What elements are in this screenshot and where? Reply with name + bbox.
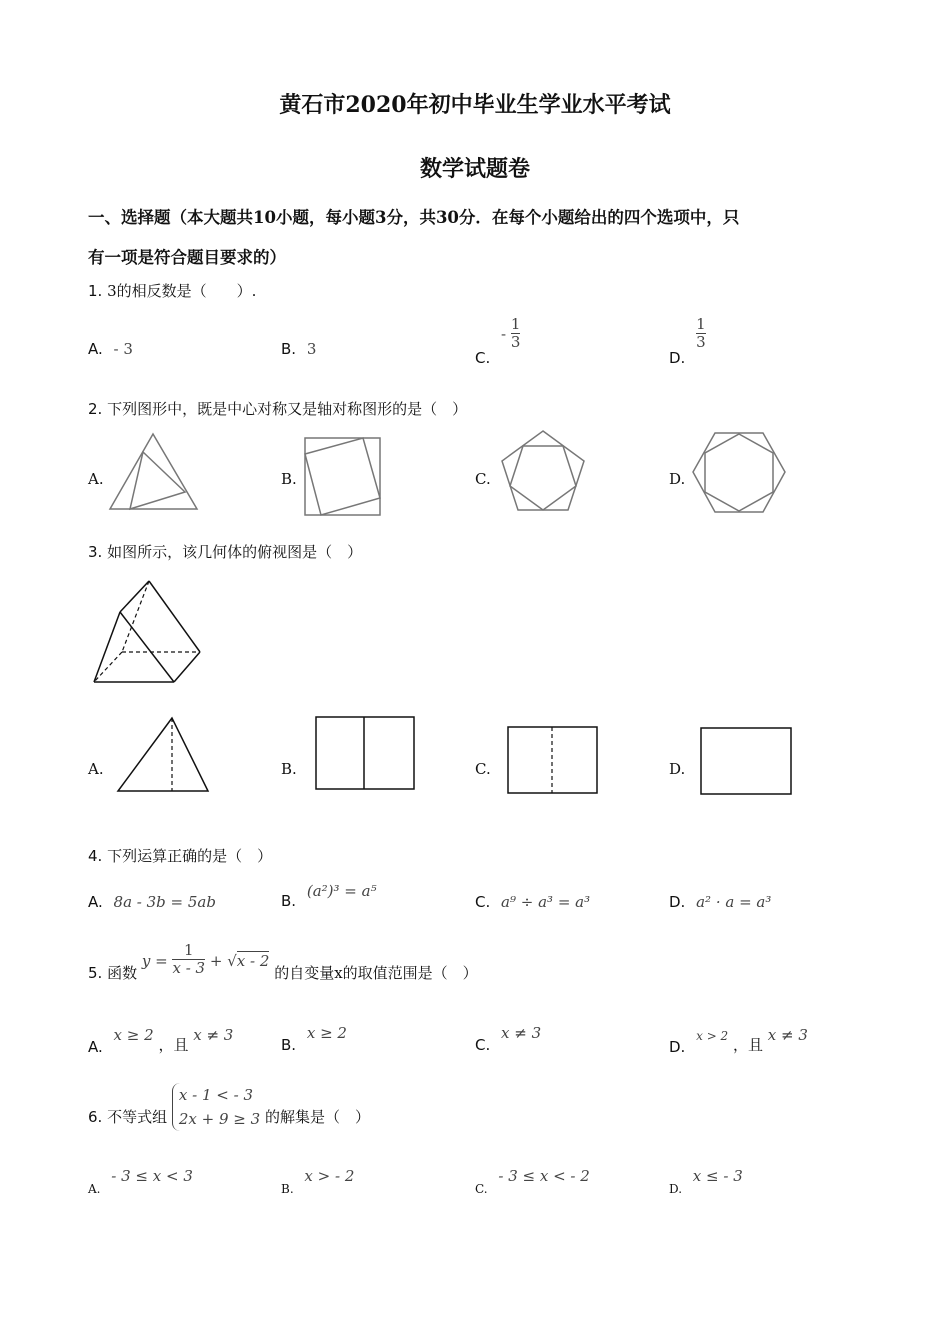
option-sign: - [501, 325, 507, 343]
option-value: - 3 [113, 340, 133, 358]
option-value: x ≠ 3 [501, 1024, 542, 1042]
option-label: A. [88, 893, 103, 911]
q2-option-a-figure[interactable] [108, 432, 200, 512]
fraction [696, 316, 706, 350]
option-value: a⁹ ÷ a³ = a³ [501, 893, 591, 911]
q4-option-a[interactable] [88, 893, 216, 911]
question-text: 下列图形中，既是中心对称又是轴对称图形的是（ ） [107, 400, 468, 418]
q3-option-b-figure[interactable] [315, 716, 417, 792]
question-text-post: 的自变量x的取值范围是（ ） [274, 964, 478, 982]
option-label: B. [281, 1036, 297, 1054]
q2-option-d-label[interactable]: D. [669, 470, 686, 488]
option-value: - 3 ≤ x < 3 [111, 1167, 193, 1185]
option-label: B. [281, 1182, 294, 1196]
q1-option-d[interactable] [669, 315, 706, 367]
q6-option-d[interactable] [669, 1167, 743, 1196]
option-value-part3: x ≠ 3 [193, 1026, 234, 1044]
q2-option-c-label[interactable]: C. [475, 470, 491, 488]
inequality-system [172, 1083, 260, 1131]
q5-option-c[interactable] [475, 1024, 542, 1054]
option-label: C. [475, 349, 491, 367]
q4-option-d[interactable] [669, 893, 771, 911]
option-label: D. [669, 1182, 683, 1196]
numerator: 1 [184, 941, 194, 959]
solid-figure [92, 578, 204, 686]
option-label: D. [669, 349, 686, 367]
numerator: 1 [696, 315, 706, 333]
option-value: x ≥ 2 [306, 1024, 347, 1042]
q4-option-c[interactable] [475, 893, 590, 911]
q1-option-b[interactable] [281, 340, 316, 358]
q2-option-a-label[interactable]: A. [88, 470, 104, 488]
q1-option-c[interactable] [475, 315, 521, 367]
denominator: x - 3 [172, 958, 206, 977]
denominator: 3 [510, 332, 521, 351]
question-4-stem [88, 845, 272, 866]
question-3-stem [88, 541, 362, 562]
q2-option-b-figure[interactable] [304, 437, 382, 517]
question-text: 3的相反数是（ ）. [107, 282, 257, 300]
q3-option-b-label[interactable]: B. [281, 760, 297, 778]
option-label: C. [475, 893, 491, 911]
sqrt-radicand: x - 2 [236, 952, 270, 970]
sqrt-symbol-icon: √ [227, 952, 237, 970]
exam-title: 黄石市2020年初中毕业生学业水平考试 [279, 92, 671, 118]
q3-option-a-label[interactable]: A. [88, 760, 104, 778]
q3-option-a-figure[interactable] [116, 716, 212, 794]
fraction [511, 316, 521, 350]
question-number: 5. [88, 964, 103, 982]
q1-option-a[interactable] [88, 340, 133, 358]
option-label: A. [88, 1038, 103, 1056]
question-text: 下列运算正确的是（ ） [107, 847, 273, 865]
function-formula [142, 942, 270, 976]
q2-option-b-label[interactable]: B. [281, 470, 297, 488]
option-value-part2: ，且 [732, 1036, 763, 1054]
option-value: 3 [306, 340, 317, 358]
question-text-pre: 不等式组 [107, 1108, 168, 1126]
option-value: x ≤ - 3 [692, 1167, 743, 1185]
q5-option-b[interactable] [281, 1024, 347, 1054]
question-1-stem [88, 280, 256, 301]
formula-lhs: y = [141, 952, 168, 970]
question-text: 如图所示，该几何体的俯视图是（ ） [107, 543, 363, 561]
q6-option-c[interactable] [475, 1167, 590, 1196]
option-label: D. [669, 1038, 686, 1056]
option-value: (a²)³ = a⁵ [306, 882, 377, 900]
question-6-stem [88, 1083, 370, 1131]
q5-option-a[interactable] [88, 1024, 234, 1056]
option-value: a² · a = a³ [696, 893, 772, 911]
question-5-stem [88, 941, 478, 982]
option-label: A. [88, 1182, 101, 1196]
inequality-line-1: x - 1 < - 3 [178, 1086, 253, 1104]
exam-subtitle: 数学试题卷 [419, 156, 530, 182]
q2-option-d-figure[interactable] [692, 432, 786, 514]
option-label: A. [88, 340, 103, 358]
q2-option-c-figure[interactable] [500, 430, 586, 514]
numerator: 1 [510, 315, 521, 333]
formula-fraction [172, 942, 205, 976]
option-value-part1: x > 2 [696, 1029, 729, 1043]
question-text-pre: 函数 [107, 964, 138, 982]
q6-option-a[interactable] [88, 1167, 193, 1196]
question-number: 6. [88, 1108, 103, 1126]
question-number: 4. [88, 847, 103, 865]
question-2-stem [88, 398, 467, 419]
question-number: 2. [88, 400, 103, 418]
option-label: D. [669, 893, 686, 911]
q4-option-b[interactable] [281, 882, 377, 910]
option-value-part1: x ≥ 2 [113, 1026, 154, 1044]
option-label: C. [475, 1036, 491, 1054]
question-number: 1. [88, 282, 103, 300]
denominator: 3 [696, 332, 706, 351]
option-value: 8a - 3b = 5ab [113, 893, 216, 911]
q6-option-b[interactable] [281, 1167, 355, 1196]
option-value: - 3 ≤ x < - 2 [498, 1167, 590, 1185]
question-number: 3. [88, 543, 103, 561]
section-header-line2: 有一项是符合题目要求的） [88, 248, 286, 267]
section-header-line1: 一、选择题（本大题共10小题，每小题3分，共30分．在每个小题给出的四个选项中，只 [88, 208, 740, 227]
section-header [88, 198, 868, 278]
q5-option-d[interactable] [669, 1024, 808, 1056]
option-value-part2: ，且 [158, 1036, 189, 1054]
q3-option-c-label[interactable]: C. [475, 760, 491, 778]
option-label: B. [281, 340, 297, 358]
question-text-post: 的解集是（ ） [264, 1108, 370, 1126]
inequality-line-2: 2x + 9 ≥ 3 [178, 1110, 261, 1128]
q3-option-d-figure[interactable] [700, 727, 794, 797]
option-value: x > - 2 [304, 1167, 355, 1185]
option-value-part3: x ≠ 3 [767, 1026, 808, 1044]
option-label: C. [475, 1182, 488, 1196]
formula-plus: + [209, 952, 223, 970]
option-label: B. [281, 892, 297, 910]
q3-option-c-figure[interactable] [507, 726, 601, 796]
q3-option-d-label[interactable]: D. [669, 760, 686, 778]
